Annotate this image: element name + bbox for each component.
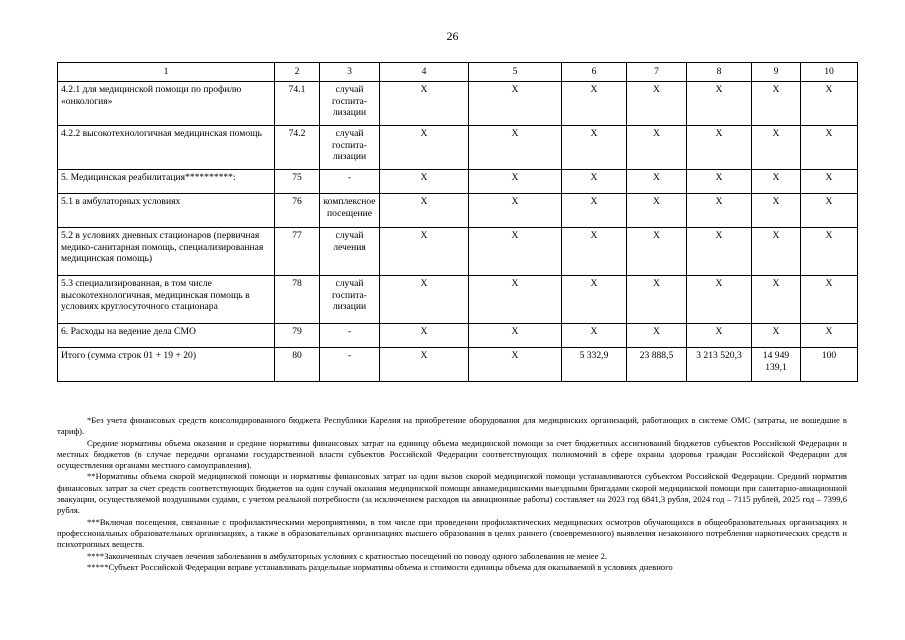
table-cell: X <box>380 126 469 170</box>
table-cell: X <box>380 348 469 382</box>
table-cell: X <box>627 170 687 194</box>
row-label-cell: Итого (сумма строк 01 + 19 + 20) <box>58 348 275 382</box>
table-cell: X <box>687 276 752 324</box>
table-cell: X <box>380 82 469 126</box>
table-cell: X <box>562 276 627 324</box>
footnote: Средние нормативы объема оказания и средние нормативы финансовых затрат на единицу объема медицинской помощи за счет бюджетных ассигнований бюджетов субъектов Российской Федерации и местных бюджетов (в случае передачи органами государственной власти субъектов Российской Федерации соответствующих полномочий в сфере охраны здоровья граждан Российской Федерации для осуществления органами местного самоуправления). <box>57 437 847 471</box>
table-row <box>58 324 858 348</box>
table-cell: X <box>380 194 469 228</box>
column-header: 6 <box>562 63 627 82</box>
row-label-cell: 4.2.2 высокотехнологичная медицинская помощь <box>58 126 275 170</box>
table-row <box>58 228 858 276</box>
table-cell: 75 <box>275 170 320 194</box>
table-cell: X <box>752 194 801 228</box>
table-cell: X <box>562 82 627 126</box>
table-cell: X <box>469 194 562 228</box>
table-cell: 100 <box>801 348 858 382</box>
footnote: *Без учета финансовых средств консолидированного бюджета Республики Карелия на приобретение оборудования для медицинских организаций, работающих в системе ОМС (затраты, не вошедшие в тариф). <box>57 415 847 437</box>
table-cell: X <box>627 82 687 126</box>
table-cell: X <box>687 324 752 348</box>
table-cell: X <box>627 228 687 276</box>
table-cell: X <box>380 276 469 324</box>
table-row <box>58 126 858 170</box>
data-table <box>57 62 858 382</box>
table-cell: 14 949 139,1 <box>752 348 801 382</box>
table-cell: X <box>380 228 469 276</box>
table-cell: - <box>320 348 380 382</box>
table-cell: X <box>801 324 858 348</box>
table-cell: 5 332,9 <box>562 348 627 382</box>
table-cell: 78 <box>275 276 320 324</box>
table-cell: комплексное посещение <box>320 194 380 228</box>
table-cell: X <box>627 324 687 348</box>
footnote: **Нормативы объема скорой медицинской помощи и нормативы финансовых затрат на один вызов скорой медицинской помощи устанавливаются субъектом Российской Федерации. Средний норматив финансовых затрат за счет средств соответствующих бюджетов на один случай оказания медицинской помощи авиамедицинскими выездными бригадами скорой медицинской помощи при санитарно-авиационной эвакуации, осуществляемой воздушными судами, с учетом реальной потребности (за исключением расходов на авиационные работы) составляет на 2023 год 6841,3 рубля, 2024 год – 7115 рублей, 2025 год – 7399,6 рубля. <box>57 471 847 516</box>
table-row <box>58 348 858 382</box>
table-header-row <box>58 63 858 82</box>
table-cell: X <box>752 228 801 276</box>
table-cell: X <box>562 324 627 348</box>
table-cell: X <box>469 348 562 382</box>
table-cell: 80 <box>275 348 320 382</box>
table-cell: X <box>380 324 469 348</box>
table-row <box>58 170 858 194</box>
table-cell: X <box>801 276 858 324</box>
column-header: 5 <box>469 63 562 82</box>
footnote: ****Законченных случаев лечения заболевания в амбулаторных условиях с кратностью посещений по поводу одного заболевания не менее 2. <box>87 550 608 561</box>
table-cell: X <box>687 194 752 228</box>
column-header: 8 <box>687 63 752 82</box>
table-cell: X <box>752 324 801 348</box>
column-header: 3 <box>320 63 380 82</box>
table-cell: случай госпита-лизации <box>320 82 380 126</box>
table-cell: случай госпита-лизации <box>320 126 380 170</box>
table-cell: X <box>752 126 801 170</box>
table-cell: X <box>469 82 562 126</box>
table-cell: X <box>469 276 562 324</box>
footnotes <box>57 415 847 573</box>
table-cell: X <box>687 82 752 126</box>
table-cell: X <box>801 228 858 276</box>
table-cell: X <box>627 276 687 324</box>
table-cell: - <box>320 170 380 194</box>
column-header: 2 <box>275 63 320 82</box>
table-cell: X <box>752 82 801 126</box>
row-label-cell: 5.1 в амбулаторных условиях <box>58 194 275 228</box>
table-cell: X <box>469 324 562 348</box>
table-cell: X <box>627 126 687 170</box>
table-cell: X <box>687 126 752 170</box>
page-number: 26 <box>446 29 459 43</box>
table-cell: X <box>801 126 858 170</box>
table-cell: 74.1 <box>275 82 320 126</box>
table-cell: X <box>801 170 858 194</box>
table-cell: X <box>469 228 562 276</box>
table-cell: X <box>469 126 562 170</box>
table-cell: X <box>380 170 469 194</box>
table-cell: 3 213 520,3 <box>687 348 752 382</box>
table-cell: X <box>752 276 801 324</box>
column-header: 7 <box>627 63 687 82</box>
row-label-cell: 5.2 в условиях дневных стационаров (первичная медико-санитарная помощь, специализированная медицинская помощь) <box>58 228 275 276</box>
table-cell: 76 <box>275 194 320 228</box>
footnote: *****Субъект Российской Федерации вправе устанавливать раздельные нормативы объема и стоимости единицы объема для оказываемой в условиях дневного <box>87 561 673 572</box>
footnote: ***Включая посещения, связанные с профилактическими мероприятиями, в том числе при проведении профилактических медицинских осмотров обучающихся в общеобразовательных организациях и профессиональных образовательных организациях, а также в образовательных организациях высшего образования в целях раннего (своевременного) выявления незаконного потребления наркотических средств и психотропных веществ. <box>57 516 847 550</box>
table-cell: случай госпита-лизации <box>320 276 380 324</box>
table-cell: X <box>801 194 858 228</box>
row-label-cell: 5. Медицинская реабилитация**********: <box>58 170 275 194</box>
table-cell: X <box>687 228 752 276</box>
column-header: 10 <box>801 63 858 82</box>
table-row <box>58 82 858 126</box>
table-cell: - <box>320 324 380 348</box>
table-cell: X <box>687 170 752 194</box>
row-label-cell: 4.2.1 для медицинской помощи по профилю «онкология» <box>58 82 275 126</box>
column-header: 9 <box>752 63 801 82</box>
table-cell: 23 888,5 <box>627 348 687 382</box>
table-cell: 77 <box>275 228 320 276</box>
column-header: 1 <box>58 63 275 82</box>
table-cell: X <box>562 126 627 170</box>
table-cell: X <box>752 170 801 194</box>
table-cell: случай лечения <box>320 228 380 276</box>
table-cell: X <box>627 194 687 228</box>
table-cell: X <box>562 194 627 228</box>
column-header: 4 <box>380 63 469 82</box>
table-cell: X <box>562 170 627 194</box>
table-cell: 79 <box>275 324 320 348</box>
row-label-cell: 6. Расходы на ведение дела СМО <box>58 324 275 348</box>
table-cell: X <box>469 170 562 194</box>
table-cell: 74.2 <box>275 126 320 170</box>
table-row <box>58 194 858 228</box>
row-label-cell: 5.3 специализированная, в том числе высокотехнологичная, медицинская помощь в условиях круглосуточного стационара <box>58 276 275 324</box>
table-cell: X <box>801 82 858 126</box>
table-row <box>58 276 858 324</box>
table-cell: X <box>562 228 627 276</box>
